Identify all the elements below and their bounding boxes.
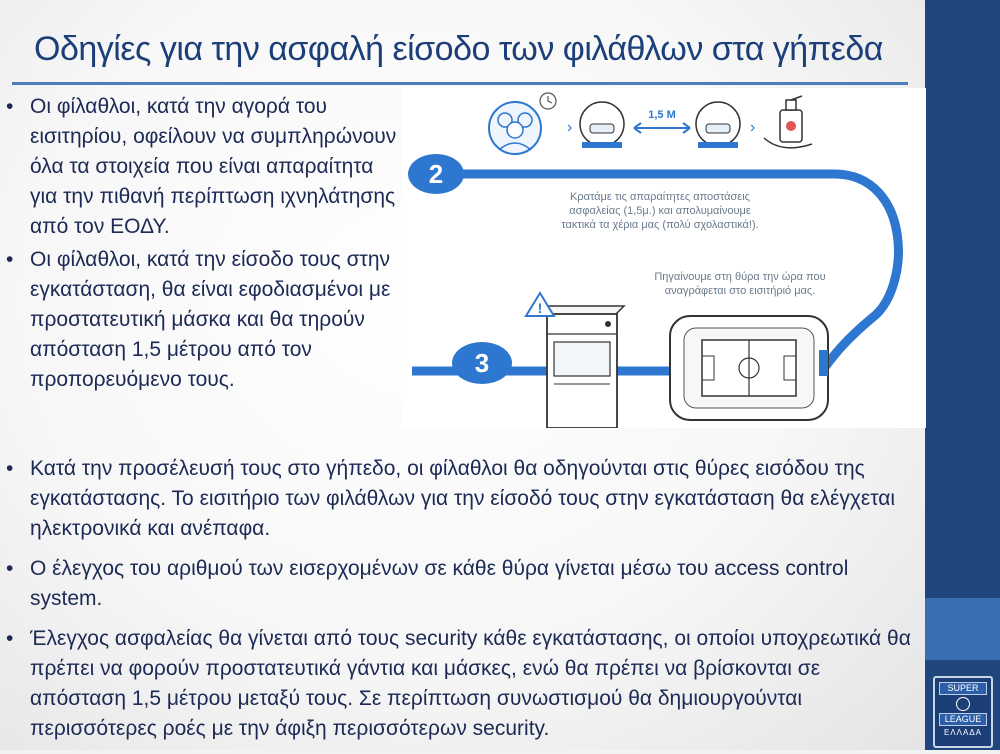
step-3-badge [452,342,512,384]
super-league-logo [933,676,993,748]
arrow-icon-2: › [750,119,756,136]
arrow-icon: › [567,119,573,136]
caption-distance-1: Κρατάμε τις απαραίτητες αποστάσεις [570,191,750,203]
bullet-ticket-details: • Οι φίλαθλοι, κατά την αγορά του εισιτηρίου, οφείλουν να συμπληρώνουν όλα τα στοιχεία που είναι απαραίτητα για την πιθανή περίπτωση ιχνηλάτησης από τον ΕΟΔΥ. [4,92,404,242]
step-2-number: 2 [428,159,444,189]
bullet-arrival-gates: • Κατά την προσέλευσή τους στο γήπεδο, οι φίλαθλοι θα οδηγούνται στις θύρες εισόδου της εγκατάστασης. Το εισιτήριο των φιλάθλων για την είσοδό τους στην εγκατάσταση θα ελέγχεται ηλεκτρονικά και ανέπαφα. [4,454,919,544]
bullet-access-control: • Ο έλεγχος του αριθμού των εισερχομένων σε κάθε θύρα γίνεται μέσω του access control system. [4,554,919,614]
stadium-icon [670,316,828,420]
bullet-mask-distance: • Οι φίλαθλοι, κατά την είσοδο τους στην εγκατάσταση, θα είναι εφοδιασμένοι με προστατευτική μάσκα και θα τηρούν απόσταση 1,5 μέτρου από τον προπορευόμενο τους. [4,245,404,395]
svg-text:!: ! [537,300,543,316]
logo-text-league: LEAGUE [939,713,987,726]
logo-ball-icon [956,697,970,711]
caption-gate-2: αναγράφεται στο εισιτήριό μας. [664,285,816,297]
safety-infographic [402,88,926,428]
slide-title: Οδηγίες για την ασφαλή είσοδο των φιλάθλων στα γήπεδα [34,30,883,68]
bullet-security-check: • Έλεγχος ασφαλείας θα γίνεται από τους security κάθε εγκατάστασης, οι οποίοι υποχρεωτικά θα πρέπει να φορούν προστατευτικά γάντια και μάσκες, ενώ θα πρέπει να βρίσκονται σε απόσταση 1,5 μέτρου μεταξύ τους. Σε περίπτωση συνωστισμού θα δημιουργούνται περισσότερες ροές με την άφιξη περισσότερων security. [4,624,919,744]
distance-label: 1,5 M [648,109,676,121]
step-3-number: 3 [474,348,490,378]
logo-text-super: SUPER [939,682,987,695]
title-underline [12,82,908,85]
logo-text-country: ΕΛΛΑΔΑ [943,728,983,737]
caption-distance-3: τακτικά τα χέρια μας (πολύ σχολαστικά!). [561,219,759,231]
step-2-badge [408,154,464,194]
left-bullet-list [4,92,404,398]
right-sidebar [925,0,1000,750]
caption-distance-2: ασφαλείας (1,5μ.) και απολυμαίνουμε [569,205,751,217]
caption-gate-1: Πηγαίνουμε στη θύρα την ώρα που [654,271,826,283]
bottom-bullet-list [4,454,919,754]
sidebar-stripe [925,598,1000,660]
